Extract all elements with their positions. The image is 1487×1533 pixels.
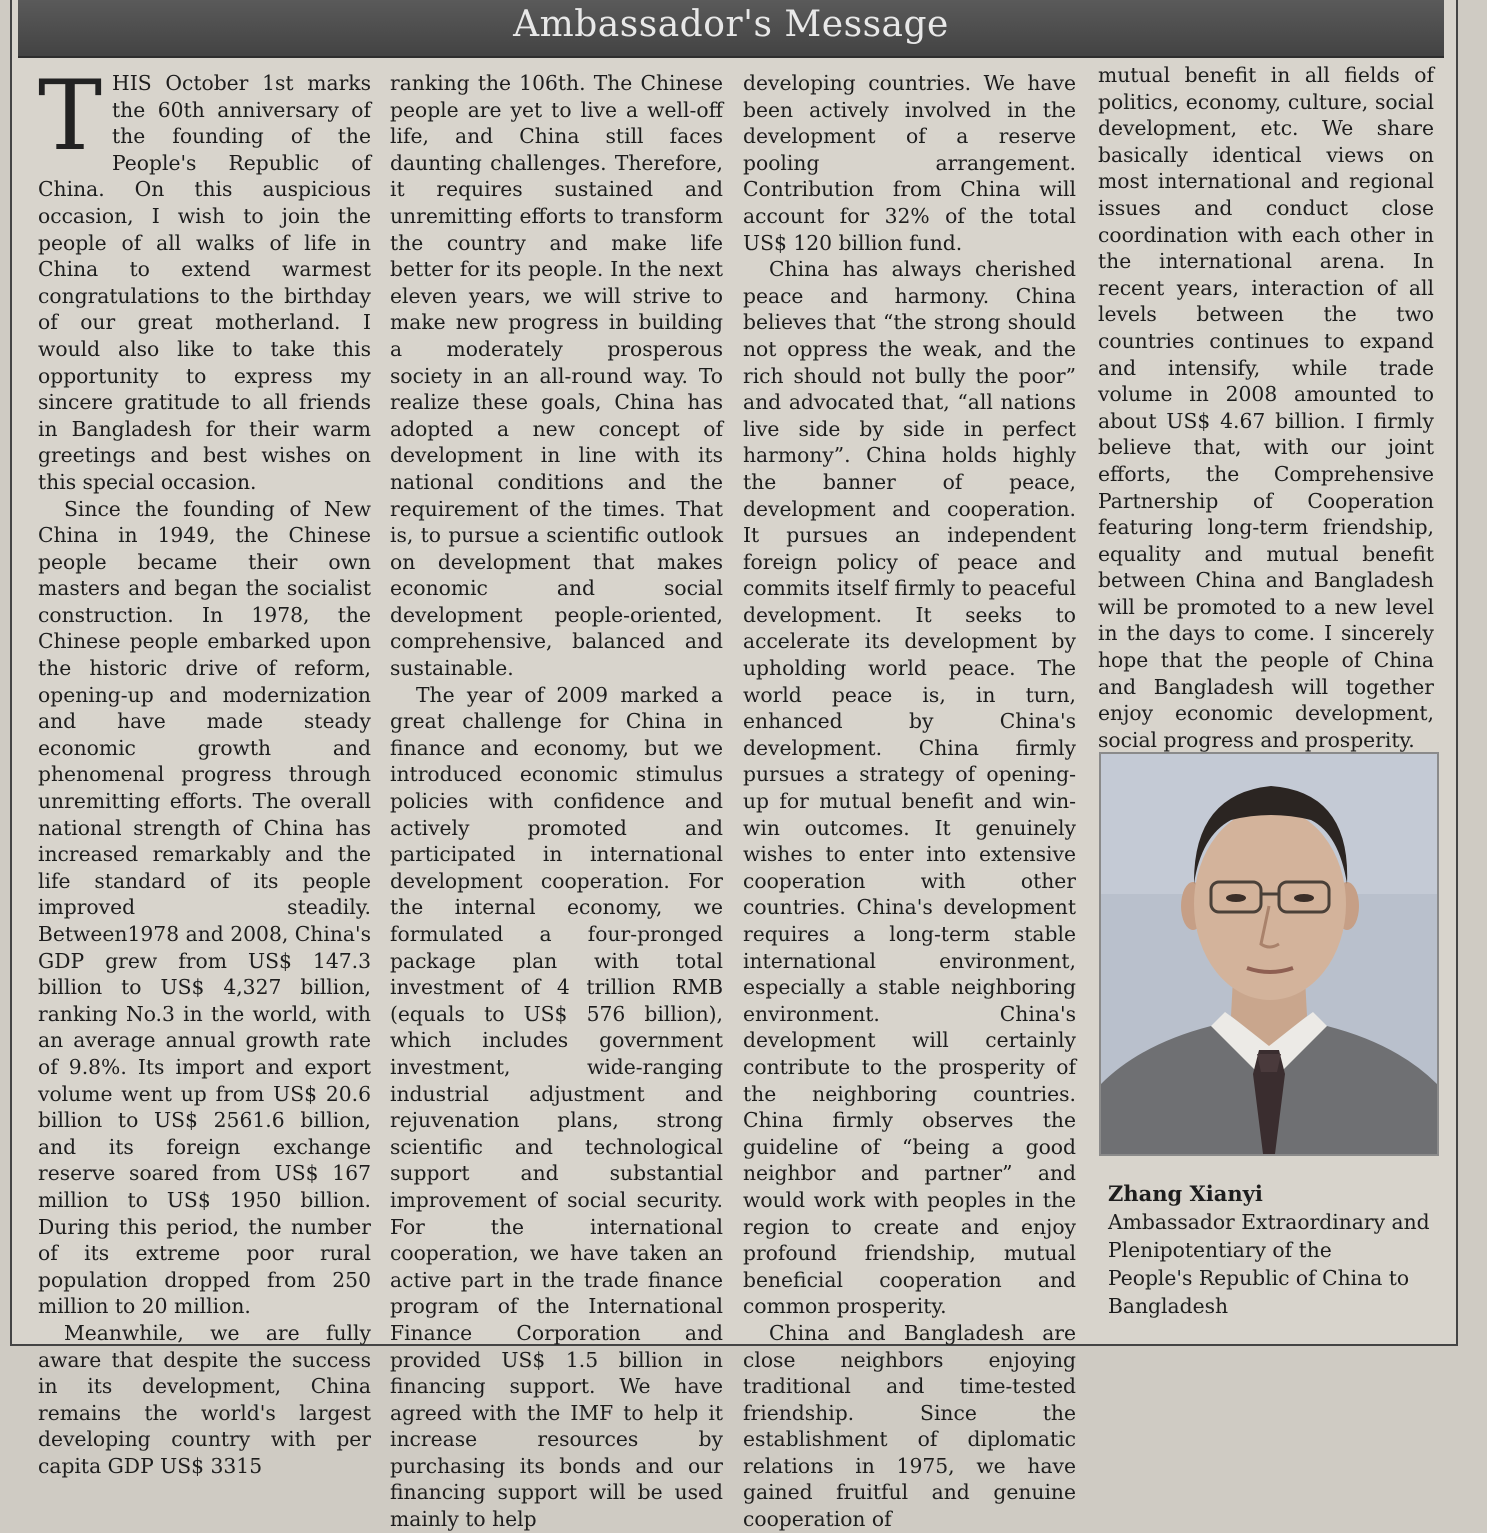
article-paragraph: China has always cherished peace and harmony. China believes that “the strong should not oppress the weak, and the rich should not bully the poor” and advocated that, “all nations live side by side in perfect harmony”. China holds highly the banner of peace, development and cooperation. It pursues an independent foreign policy of peace and commits itself firmly to peaceful development. It seeks to accelerate its development by upholding world peace. The world peace is, in turn, enhanced by China's development. China firmly pursues a strategy of opening-up for mutual benefit and win-win outcomes. It genuinely wishes to enter into extensive cooperation with other countries. China's development requires a long-term stable international environment, especially a stable neighboring environment. China's development will certainly contribute to the prosperity of the neighboring countries. China firmly observes the guideline of “being a good neighbor and partner” and would work with peoples in the region to create and enjoy profound friendship, mutual beneficial cooperation and common prosperity. — [743, 257, 1076, 1319]
drop-cap: T — [38, 60, 103, 172]
newspaper-page — [10, 0, 1458, 1532]
article-paragraph: THIS October 1st marks the 60th anniversary of the founding of the People's Republic of China. On this auspicious occasion, I wish to join the people of all walks of life in China to extend warmest congratulations to the birthday of our great motherland. I would also like to take this opportunity to express my sincere gratitude to all friends in Bangladesh for their warm greetings and best wishes on this special occasion. — [38, 60, 371, 494]
caption-line: Plenipotentiary of the — [1108, 1238, 1332, 1262]
portrait-illustration — [1101, 754, 1437, 1154]
section-banner — [18, 0, 1444, 58]
caption-line: Bangladesh — [1108, 1294, 1229, 1318]
article-column-3 — [743, 70, 1076, 1533]
article-paragraph: China and Bangladesh are close neighbors enjoying traditional and time-tested friendship. Since the establishment of diplomatic relations in 1975, we have gained fruitful and genuine cooperation of — [743, 1320, 1076, 1532]
article-paragraph: The year of 2009 marked a great challenge for China in finance and economy, but we introduced economic stimulus policies with confidence and actively promoted and participated in international development cooperation. For the internal economy, we formulated a four-pronged package plan with total investment of 4 trillion RMB (equals to US$ 576 billion), which includes government investment, wide-ranging industrial adjustment and rejuvenation plans, strong scientific and technological support and substantial improvement of social security. For the international cooperation, we have taken an active part in the trade finance program of the International Finance Corporation and provided US$ 1.5 billion in financing support. We have agreed with the IMF to help it increase resources by purchasing its bonds and our financing support will be used mainly to help — [390, 682, 723, 1532]
article-paragraph: Since the founding of New China in 1949, the Chinese people became their own masters and began the socialist construction. In 1978, the Chinese people embarked upon the historic drive of reform, opening-up and modernization and have made steady economic growth and phenomenal progress through unremitting efforts. The overall national strength of China has increased remarkably and the life standard of its people improved steadily. Between1978 and 2008, China's GDP grew from US$ 147.3 billion to US$ 4,327 billion, ranking No.3 in the world, with an average annual growth rate of 9.8%. Its import and export volume went up from US$ 20.6 billion to US$ 2561.6 billion, and its foreign exchange reserve soared from US$ 167 million to US$ 1950 billion. During this period, the number of its extreme poor rural population dropped from 250 million to 20 million. — [38, 496, 371, 1319]
article-column-4 — [1098, 62, 1434, 753]
ambassador-name: Zhang Xianyi — [1108, 1181, 1263, 1206]
caption-line: People's Republic of China to — [1108, 1266, 1410, 1290]
article-column-1 — [38, 60, 371, 1479]
caption-line: Ambassador Extraordinary and — [1108, 1210, 1430, 1234]
article-paragraph: ranking the 106th. The Chinese people are yet to live a well-off life, and China still faces daunting challenges. Therefore, it requires sustained and unremitting efforts to transform the country and make life better for its people. In the next eleven years, we will strive to make new progress in building a moderately prosperous society in an all-round way. To realize these goals, China has adopted a new concept of development in line with its national conditions and the requirement of the times. That is, to pursue a scientific outlook on development that makes economic and social development people-oriented, comprehensive, balanced and sustainable. — [390, 71, 723, 681]
photo-caption — [1108, 1180, 1438, 1320]
article-paragraph: developing countries. We have been actively involved in the development of a reserve pooling arrangement. Contribution from China will account for 32% of the total US$ 120 billion fund. — [743, 71, 1076, 255]
ambassador-photo — [1099, 752, 1439, 1156]
article-paragraph: mutual benefit in all fields of politics, economy, culture, social development, etc. We share basically identical views on most international and regional issues and conduct close coordination with each other in the international arena. In recent years, interaction of all levels between the two countries continues to expand and intensify, while trade volume in 2008 amounted to about US$ 4.67 billion. I firmly believe that, with our joint efforts, the Comprehensive Partnership of Cooperation featuring long-term friendship, equality and mutual benefit between China and Bangladesh will be promoted to a new level in the days to come. I sincerely hope that the people of China and Bangladesh will together enjoy economic development, social progress and prosperity. — [1098, 63, 1434, 752]
article-paragraph: Meanwhile, we are fully aware that despite the success in its development, China remains the world's largest developing country with per capita GDP US$ 3315 — [38, 1320, 371, 1478]
article-column-2 — [390, 70, 723, 1533]
section-title: Ambassador's Message — [513, 4, 949, 45]
